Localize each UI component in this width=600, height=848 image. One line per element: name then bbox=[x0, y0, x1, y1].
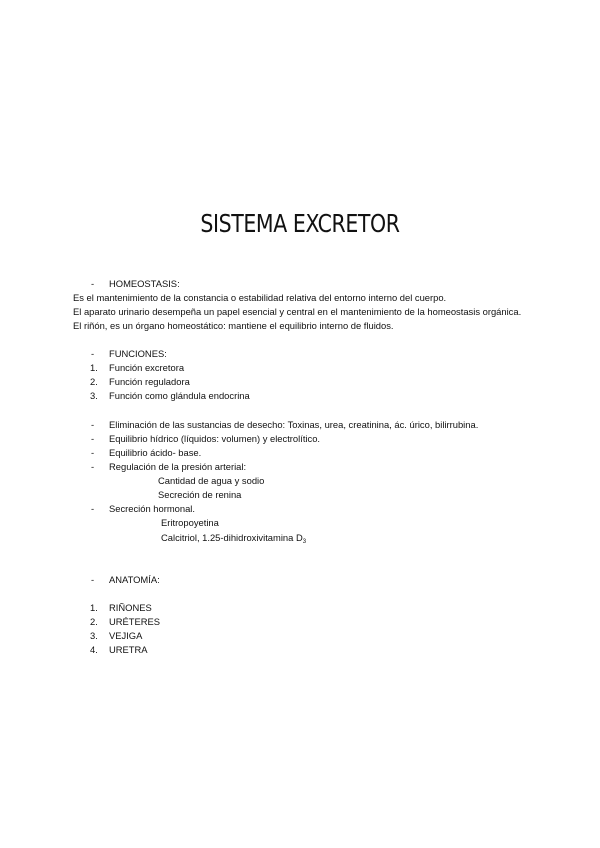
sub-item-text: Calcitriol, 1.25-dihidroxivitamina D bbox=[161, 532, 303, 543]
bullet-marker: - bbox=[91, 278, 95, 289]
list-number: 3. bbox=[90, 390, 98, 401]
anatomia-heading: ANATOMÍA: bbox=[109, 574, 160, 585]
list-number: 3. bbox=[90, 630, 98, 641]
list-number: 2. bbox=[90, 616, 98, 627]
funciones-heading: FUNCIONES: bbox=[109, 348, 167, 359]
list-item: Función como glándula endocrina bbox=[109, 390, 250, 401]
bullet-marker: - bbox=[91, 447, 95, 458]
list-item: Secreción hormonal. bbox=[109, 503, 195, 514]
list-item: VEJIGA bbox=[109, 630, 143, 641]
bullet-marker: - bbox=[91, 348, 95, 359]
sub-item: Cantidad de agua y sodio bbox=[158, 475, 265, 486]
list-number: 1. bbox=[90, 362, 98, 373]
homeostasis-line: Es el mantenimiento de la constancia o estabilidad relativa del entorno interno del cuerpo. bbox=[73, 292, 447, 303]
homeostasis-line: El riñón, es un órgano homeostático: mantiene el equilibrio interno de fluidos. bbox=[73, 320, 394, 331]
list-item: Equilibrio ácido- base. bbox=[109, 447, 202, 458]
bullet-marker: - bbox=[91, 461, 95, 472]
bullet-marker: - bbox=[91, 419, 95, 430]
list-item: RIÑONES bbox=[109, 602, 152, 613]
list-number: 4. bbox=[90, 644, 98, 655]
list-item: Equilibrio hídrico (líquidos: volumen) y electrolítico. bbox=[109, 433, 321, 444]
sub-item: Eritropoyetina bbox=[161, 517, 219, 528]
list-item: URETRA bbox=[109, 644, 148, 655]
homeostasis-heading: HOMEOSTASIS: bbox=[109, 278, 180, 289]
list-item: Función excretora bbox=[109, 362, 185, 373]
list-number: 1. bbox=[90, 602, 98, 613]
homeostasis-line: El aparato urinario desempeña un papel esencial y central en el mantenimiento de la homeostasis orgánica. bbox=[73, 306, 522, 317]
bullet-marker: - bbox=[91, 503, 95, 514]
bullet-marker: - bbox=[91, 574, 95, 585]
list-item: URÉTERES bbox=[109, 616, 161, 627]
list-number: 2. bbox=[90, 376, 98, 387]
page-title: SISTEMA EXCRETOR bbox=[200, 209, 400, 238]
bullet-marker: - bbox=[91, 433, 95, 444]
list-item: Función reguladora bbox=[109, 376, 190, 387]
subscript: 3 bbox=[302, 539, 307, 545]
list-item: Eliminación de las sustancias de desecho: Toxinas, urea, creatinina, ác. úrico, bilirrubina. bbox=[109, 419, 479, 430]
sub-item: Secreción de renina bbox=[158, 489, 242, 500]
list-item: Regulación de la presión arterial: bbox=[109, 461, 247, 472]
sub-item bbox=[161, 531, 306, 549]
